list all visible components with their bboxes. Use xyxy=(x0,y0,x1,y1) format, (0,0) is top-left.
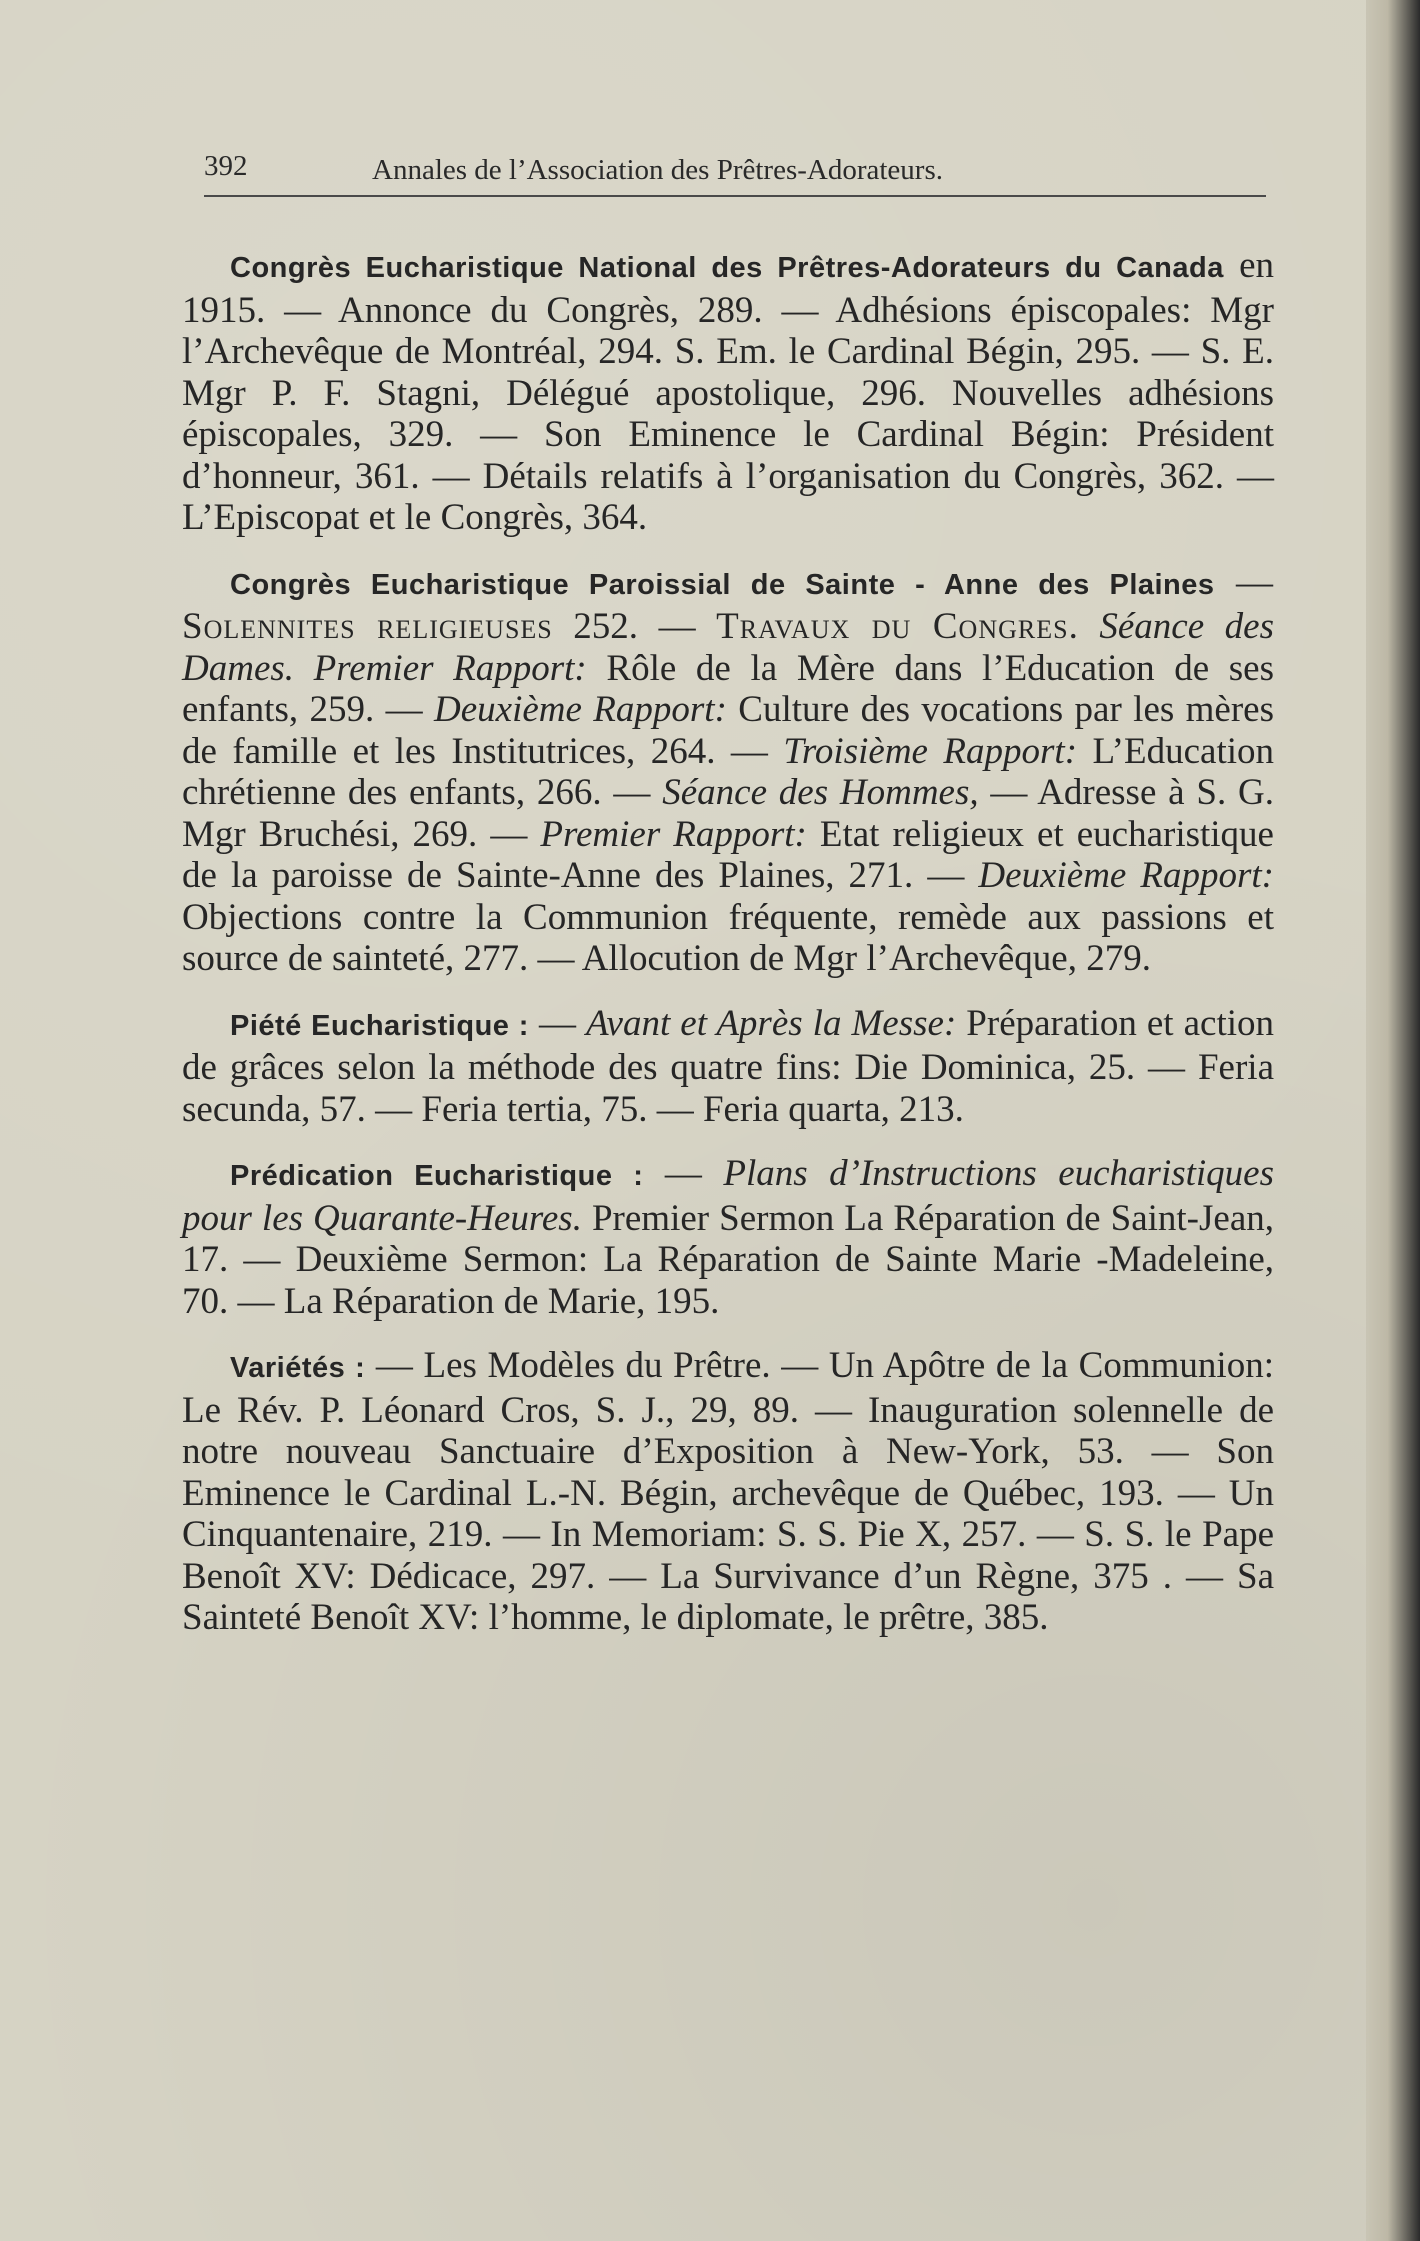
entry-heading: Piété Eucharistique : xyxy=(230,1009,529,1042)
entry-italic: Séance des Hommes, xyxy=(662,772,979,813)
entry-smallcaps-solennites: — Solennites religieuses xyxy=(182,561,1274,647)
entry-italic: Plans d’Instructions eucharistiques pour les Quarante-Heures. xyxy=(182,1153,1275,1239)
entry-text: Etat religieux et eucharistique de la paroisse de Sainte-Anne des Plaines, 271. — xyxy=(182,813,1274,896)
page-edge-shadow xyxy=(1366,0,1420,2241)
index-entry-piete xyxy=(182,1003,1274,1131)
header-rule xyxy=(204,195,1266,197)
index-body xyxy=(182,245,1274,1662)
entry-text: — Adresse à S. G. Mgr Bruchési, 269. — xyxy=(182,772,1274,855)
index-entry-congres-paroissial xyxy=(182,562,1274,980)
entry-text: L’Education chrétienne des enfants, 266. — xyxy=(182,730,1274,813)
index-entry-predication xyxy=(182,1153,1274,1322)
entry-heading: Congrès Eucharistique National des Prêtres-Adorateurs du Canada xyxy=(230,252,1224,284)
entry-smallcaps-travaux: Travaux du Congres. xyxy=(716,606,1079,647)
entry-italic: Troisième Rapport: xyxy=(783,730,1078,772)
index-entry-varietes xyxy=(182,1345,1274,1639)
entry-text: Préparation et action de grâces selon la méthode des quatre fins: Die Dominica, 25. — Feria secunda, 57. — Feria tertia, 75. — Feria quarta, 213. xyxy=(182,1002,1275,1130)
entry-text: — Les Modèles du Prêtre. — Un Apôtre de la Communion: Le Rév. P. Léonard Cros, S. J., 29, 89. — Inauguration solennelle de notre nouveau Sanctuaire d’Exposition à New-York, 53. — Son Eminence le Cardinal L.-N. Bégin, archevêque de Québec, 193. — Un Cinquantenaire, 219. — In Memoriam: S. S. Pie X, 257. — S. S. le Pape Benoît XV: Dédicace, 297. — La Survivance d’un Règne, 375 . — Sa Sainteté Benoît XV: l’homme, le diplomate, le prêtre, 385. xyxy=(182,1345,1274,1638)
entry-heading: Prédication Eucharistique : xyxy=(230,1160,644,1192)
entry-heading: Congrès Eucharistique Paroissial de Sainte - Anne des Plaines xyxy=(230,568,1215,601)
index-entry-congres-national xyxy=(182,245,1274,539)
entry-italic: Deuxième Rapport: xyxy=(434,689,727,730)
running-title: Annales de l’Association des Prêtres-Adorateurs. xyxy=(372,154,943,186)
entry-italic: Deuxième Rapport: xyxy=(978,855,1274,896)
page-number: 392 xyxy=(204,150,248,182)
entry-text: Objections contre la Communion fréquente, remède aux passions et source de sainteté, 277. — Allocution de Mgr l’Archevêque, 279. xyxy=(182,896,1274,979)
entry-text: Premier Sermon La Réparation de Saint-Jean, 17. — Deuxième Sermon: La Réparation de Sainte Marie -Madeleine, 70. — La Réparation de Marie, 195. xyxy=(182,1197,1275,1322)
entry-text: Rôle de la Mère dans l’Education de ses enfants, 259. — xyxy=(182,647,1275,730)
entry-heading: Variétés : xyxy=(230,1352,366,1384)
entry-italic: Séance des Dames. Premier Rapport: xyxy=(182,606,1274,689)
entry-italic: Premier Rapport: xyxy=(540,813,807,855)
entry-text: en 1915. — Annonce du Congrès, 289. — Adhésions épiscopales: Mgr l’Archevêque de Montréal, 294. S. Em. le Cardinal Bégin, 295. — S. E. Mgr P. F. Stagni, Délégué apostolique, 296. Nouvelles adhésions épiscopales, 329. — Son Eminence le Cardinal Bégin: Président d’honneur, 361. — Détails relatifs à l’organisation du Congrès, 362. — L’Episcopat et le Congrès, 364. xyxy=(182,245,1274,538)
entry-text: — xyxy=(528,1002,586,1044)
entry-text: 252. — xyxy=(552,606,717,647)
entry-italic: Avant et Après la Messe: xyxy=(585,1002,957,1044)
entry-text: — xyxy=(643,1153,724,1194)
entry-text: Culture des vocations par les mères de famille et les Institutrices, 264. — xyxy=(182,689,1274,772)
page-header xyxy=(204,150,1266,196)
